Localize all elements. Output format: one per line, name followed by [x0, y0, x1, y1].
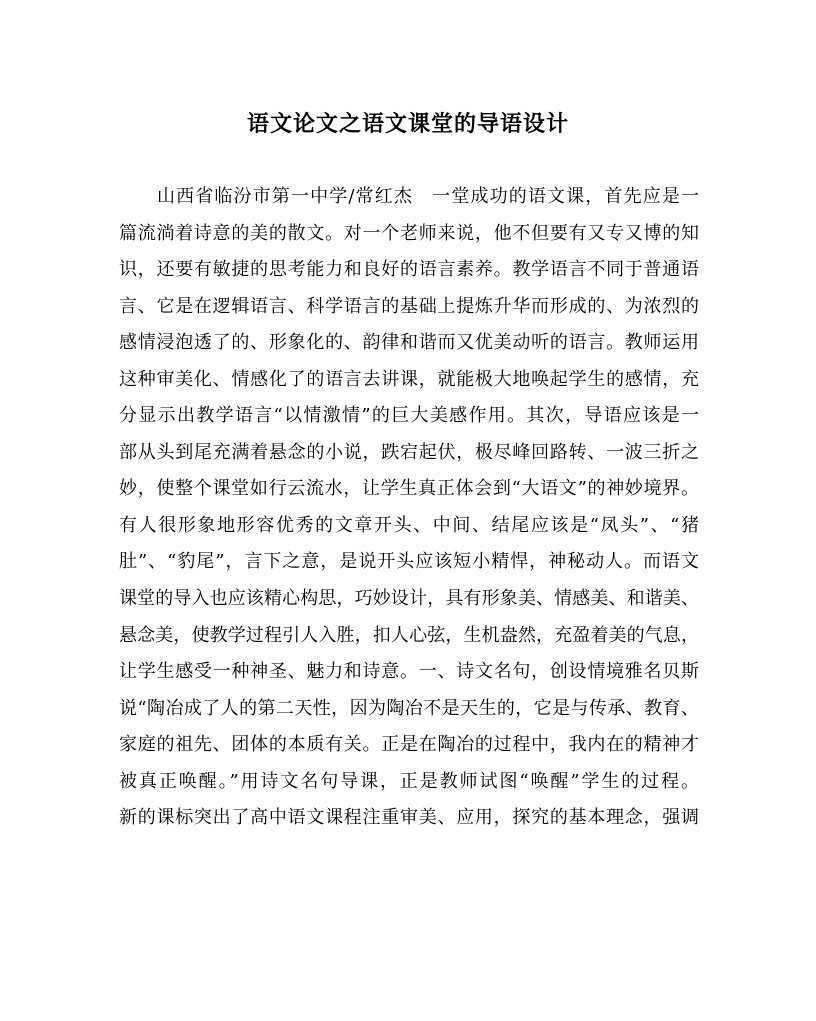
body-line: 有人很形象地形容优秀的文章开头、中间、结尾应该是“凤头”、“猪	[119, 514, 699, 536]
body-line: 家庭的祖先、团体的本质有关。正是在陶冶的过程中，我内在的精神才	[119, 734, 699, 756]
body-line: 悬念美，使教学过程引人入胜，扣人心弦，生机盎然，充盈着美的气息，	[119, 624, 699, 646]
body-line: 山西省临汾市第一中学/常红杰 一堂成功的语文课，首先应是一	[157, 186, 699, 207]
body-line: 肚”、“豹尾”，言下之意，是说开头应该短小精悍，神秘动人。而语文	[119, 551, 699, 573]
body-line: 被真正唤醒。”用诗文名句导课，正是教师试图“唤醒”学生的过程。	[119, 770, 699, 792]
body-line: 言、它是在逻辑语言、科学语言的基础上提炼升华而形成的、为浓烈的	[119, 295, 699, 317]
body-line: 感情浸泡透了的、形象化的、韵律和谐而又优美动听的语言。教师运用	[119, 332, 699, 354]
body-line: 这种审美化、情感化了的语言去讲课，就能极大地唤起学生的感情，充	[119, 368, 699, 390]
body-line: 部从头到尾充满着悬念的小说，跌宕起伏，极尽峰回路转、一波三折之	[119, 441, 699, 463]
body-line: 说“陶冶成了人的第二天性，因为陶冶不是天生的，它是与传承、教育、	[119, 697, 699, 719]
document-body	[119, 179, 699, 837]
body-line: 妙，使整个课堂如行云流水，让学生真正体会到“大语文”的神妙境界。	[119, 478, 699, 500]
body-line: 课堂的导入也应该精心构思，巧妙设计，具有形象美、情感美、和谐美、	[119, 588, 699, 610]
body-line: 分显示出教学语言“以情激情”的巨大美感作用。其次，导语应该是一	[119, 405, 699, 427]
document-title: 语文论文之语文课堂的导语设计	[246, 111, 569, 137]
body-line: 让学生感受一种神圣、魅力和诗意。一、诗文名句，创设情境雅名贝斯	[119, 661, 699, 683]
body-line: 篇流淌着诗意的美的散文。对一个老师来说，他不但要有又专又博的知	[119, 222, 699, 244]
body-line: 新的课标突出了高中语文课程注重审美、应用，探究的基本理念，强调	[119, 807, 699, 829]
body-line: 识，还要有敏捷的思考能力和良好的语言素养。教学语言不同于普通语	[119, 259, 699, 281]
